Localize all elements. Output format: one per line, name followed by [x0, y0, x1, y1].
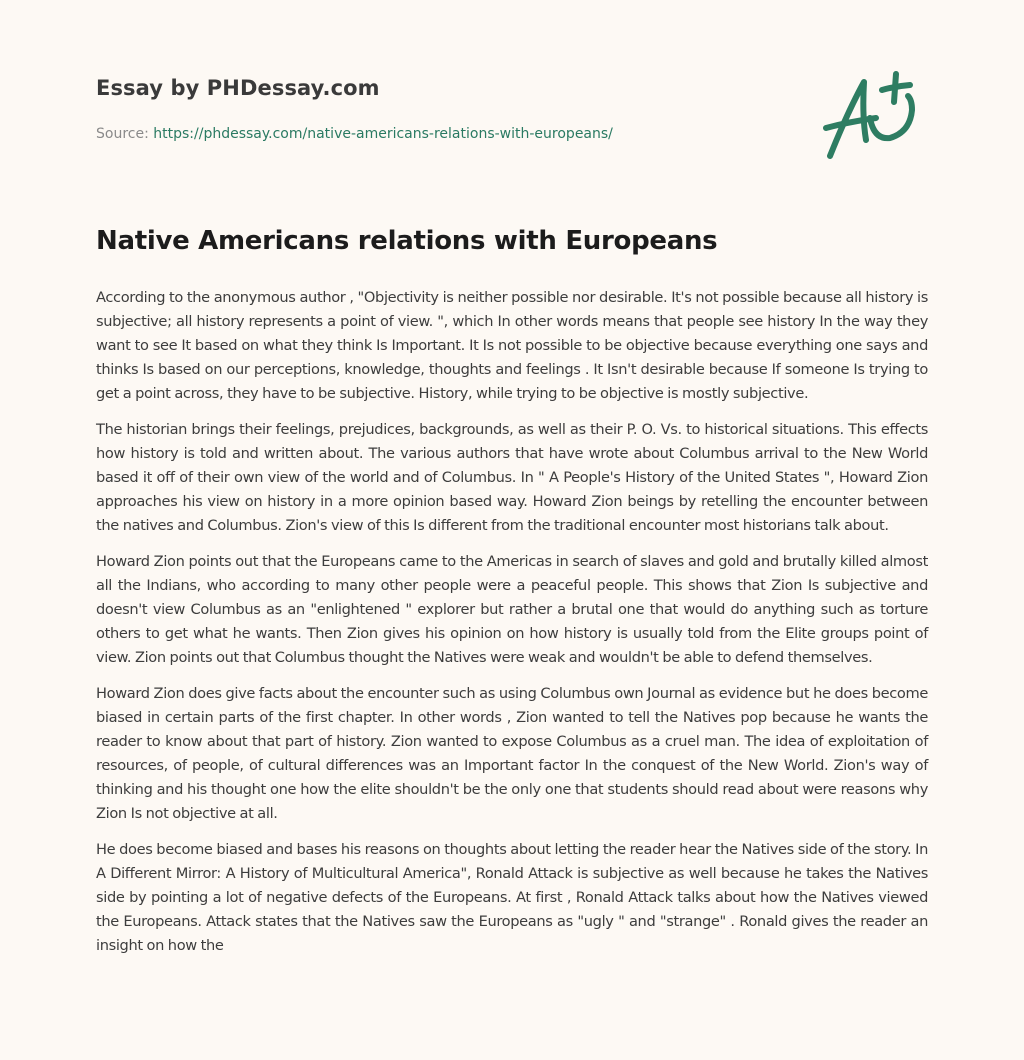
page-header — [96, 76, 928, 142]
essay-body — [96, 286, 928, 970]
source-line — [96, 126, 613, 142]
essay-paragraph: He does become biased and bases his reasons on thoughts about letting the reader hear the Natives side of the story. In A Different Mirror: A History of Multicultural America", Ronald Attack is subjective as well because he takes the Natives side by pointing a lot of negative defects of the Europeans. At first , Ronald Attack talks about how the Natives viewed the Europeans. Attack states that the Natives saw the Europeans as "ugly " and "strange" . Ronald gives the reader an insight on how the — [96, 841, 928, 954]
essay-title: Native Americans relations with Europeans — [96, 226, 718, 256]
site-title: Essay by PHDessay.com — [96, 76, 380, 100]
essay-paragraph: Howard Zion does give facts about the encounter such as using Columbus own Journal as evidence but he does become biased in certain parts of the first chapter. In other words , Zion wanted to tell the Natives pop because he wants the reader to know about that part of history. Zion wanted to expose Columbus as a cruel man. The idea of exploitation of resources, of people, of cultural differences was an Important factor In the conquest of the New World. Zion's way of thinking and his thought one how the elite shouldn't be the only one that students should read about were reasons why Zion Is not objective at all. — [96, 685, 928, 822]
essay-paragraph: Howard Zion points out that the Europeans came to the Americas in search of slaves and gold and brutally killed almost all the Indians, who according to many other people were a peaceful people. This shows that Zion Is subjective and doesn't view Columbus as an "enlightened " explorer but rather a brutal one that would do anything such as torture others to get what he wants. Then Zion gives his opinion on how history is usually told from the Elite groups point of view. Zion points out that Columbus thought the Natives were weak and wouldn't be able to defend themselves. — [96, 553, 928, 666]
source-link[interactable]: https://phdessay.com/native-americans-relations-with-europeans/ — [153, 126, 613, 142]
source-label: Source: — [96, 126, 154, 142]
essay-paragraph: According to the anonymous author , "Objectivity is neither possible nor desirable. It's not possible because all history is subjective; all history represents a point of view. ", which In other words means that people see history In the way they want to see It based on what they think Is Important. It Is not possible to be objective because everything one says and thinks Is based on our perceptions, knowledge, thoughts and feelings . It Isn't desirable because If someone Is trying to get a point across, they have to be subjective. History, while trying to be objective is mostly subjective. — [96, 289, 928, 402]
essay-paragraph: The historian brings their feelings, prejudices, backgrounds, as well as their P. O. Vs. to historical situations. This effects how history is told and written about. The various authors that have wrote about Columbus arrival to the New World based it off of their own view of the world and of Columbus. In " A People's History of the United States ", Howard Zion approaches his view on history in a more opinion based way. Howard Zion beings by retelling the encounter between the natives and Columbus. Zion's view of this Is different from the traditional encounter most historians talk about. — [96, 421, 928, 534]
a-plus-grade-icon — [820, 66, 930, 166]
